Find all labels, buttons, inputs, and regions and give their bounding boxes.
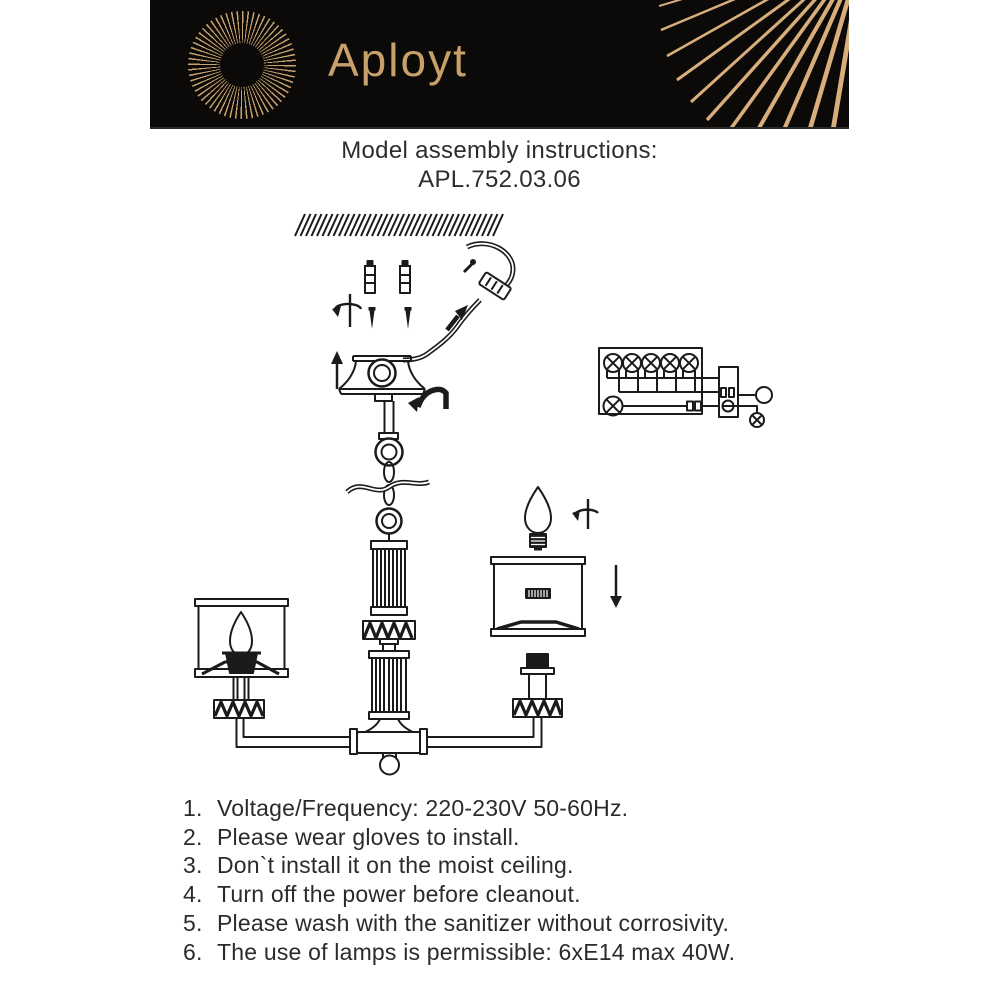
- instruction-text: Turn off the power before cleanout.: [217, 881, 581, 908]
- model-number: APL.752.03.06: [418, 166, 581, 193]
- instruction-text: The use of lamps is permissible: 6xE14 max 40W.: [217, 938, 736, 965]
- instruction-item: [150, 909, 870, 938]
- left-candle-bulb: [202, 612, 279, 674]
- rotate-icon: [332, 294, 361, 327]
- chandelier-hub: [357, 732, 421, 753]
- lamp-symbol: [604, 354, 622, 392]
- rotate-icon-bulb: [572, 499, 598, 529]
- lamp-symbol: [604, 397, 623, 416]
- ground-circle: [756, 387, 772, 403]
- instruction-number: 6.: [183, 938, 203, 965]
- instruction-text: Don`t install it on the moist ceiling.: [217, 852, 574, 879]
- lamp-symbol: [623, 354, 641, 392]
- hook-icon: [408, 389, 446, 412]
- brand-banner: [150, 0, 849, 129]
- wiring-schematic: [599, 348, 772, 427]
- instruction-number: 5.: [183, 909, 203, 936]
- page-title: Model assembly instructions:: [341, 137, 658, 164]
- right-arm: [427, 717, 542, 747]
- sunburst-logo-icon: [188, 11, 296, 119]
- corner-rays-icon: [659, 0, 849, 127]
- instruction-number: 4.: [183, 881, 203, 908]
- screw-icon: [369, 307, 412, 329]
- instruction-number: 1.: [183, 795, 203, 821]
- ceiling-canopy: [339, 356, 425, 401]
- hanging-rod: [379, 401, 398, 439]
- wall-anchor-icon: [364, 261, 411, 293]
- spare-shade: [491, 557, 585, 636]
- right-socket: [521, 654, 554, 699]
- left-candle-sleeve: [234, 677, 249, 701]
- ball-finial: [380, 753, 399, 775]
- brand-name: Aployt: [328, 34, 468, 86]
- assembly-diagram: [150, 200, 850, 792]
- lamp-symbol: [680, 354, 698, 392]
- instruction-text: Voltage/Frequency: 220-230V 50-60Hz.: [217, 795, 629, 821]
- instruction-text: Please wash with the sanitizer without corrosivity.: [217, 909, 730, 936]
- spare-bulb: [525, 487, 551, 551]
- instruction-item: [150, 823, 870, 852]
- instruction-item: [150, 938, 870, 967]
- instruction-number: 2.: [183, 823, 203, 850]
- upper-ribbed-column: [371, 541, 407, 615]
- instructions-list: [150, 794, 870, 966]
- wire-connector-icon: [464, 259, 511, 300]
- instruction-item: [150, 880, 870, 909]
- instruction-item: [150, 794, 870, 823]
- instruction-number: 3.: [183, 852, 203, 879]
- instruction-item: [150, 851, 870, 880]
- center-knurled-nut: [363, 621, 415, 651]
- left-arm: [237, 718, 353, 747]
- lamp-symbol: [661, 354, 679, 392]
- sunburst-core: [220, 43, 264, 87]
- lamp-symbol: [750, 413, 764, 427]
- lower-ribbed-column: [363, 651, 415, 733]
- lamp-symbol: [642, 354, 660, 392]
- ceiling-hatch: [295, 214, 503, 236]
- power-cord: [347, 482, 429, 492]
- down-arrow-icon: [610, 565, 622, 608]
- title-block: [150, 136, 849, 194]
- left-knurled-nut: [214, 700, 264, 718]
- up-arrow-icon: [331, 351, 343, 389]
- instruction-text: Please wear gloves to install.: [217, 823, 520, 850]
- mains-cord: [403, 244, 513, 360]
- right-knurled-nut: [513, 699, 562, 717]
